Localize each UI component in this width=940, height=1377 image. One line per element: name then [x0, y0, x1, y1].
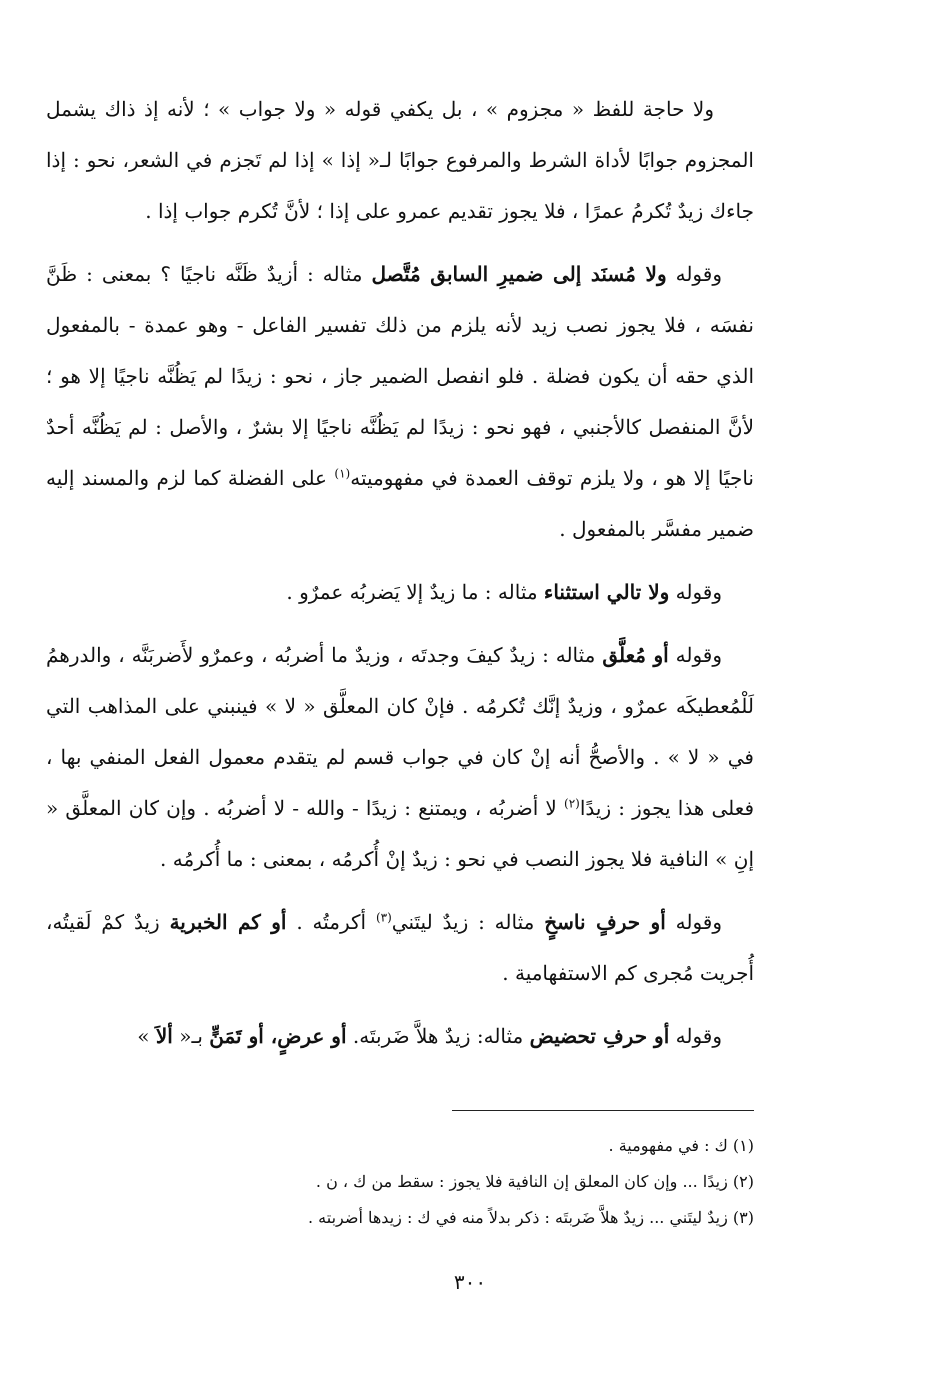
keyword-text: أو عرضٍ، أو تَمَنٍّ — [209, 1024, 347, 1048]
text-run: مثاله : زيدٌ ليتَني — [391, 910, 545, 934]
text-run: مثاله : ما زيدٌ إلا يَضربُه عمرٌو . — [286, 580, 544, 604]
keyword-text: أو حرفِ تحضيض — [529, 1024, 670, 1048]
text-run: مثاله : أزيدٌ ظَنَّه ناجيًا ؟ بمعنى : ظَنَّ نفسَه ، فلا يجوز نصب زيد لأنه يلزم من ذلك تفسير الفاعل - وهو عمدة - بالمفعول الذي حقه أن يكون فضلة . فلو انفصل الضمير جاز ، نحو : زيدًا لم يَظُنَّه ناجيًا إلا هو ؛ لأنَّ المنفصل كالأجنبي ، فهو نحو : زيدًا لم يَظُنَّه ناجيًا إلا بشرٌ ، والأصل : لم يَظُنَّه أحدٌ ناجيًا إلا هو ، ولا يلزم توقف العمدة في مفهوميته — [46, 262, 754, 490]
text-run: وقوله — [665, 910, 722, 934]
footnotes — [46, 1128, 754, 1236]
text-run: وقوله — [669, 1024, 722, 1048]
keyword-text: أو حرفٍ ناسخٍ — [544, 910, 666, 934]
paragraph-p3 — [46, 567, 754, 618]
keyword-text: ولا تالي استثناء — [543, 580, 670, 604]
footnote-marker: (٣) — [375, 910, 392, 925]
keyword-text: ألاَ — [155, 1024, 173, 1048]
paragraph-p5 — [46, 897, 754, 999]
text-run: لا أضربُه ، ويمتنع : زيدًا - والله - لا أضربُه . وإن كان المعلَّق « إنِ » النافية فلا يجوز النصب في نحو : زيدٌ إنْ أُكرمُه ، بمعنى : ما أُكرمُه . — [46, 796, 754, 871]
text-run: ولا حاجة للفظ « مجزوم » ، بل يكفي قوله « ولا جواب » ؛ لأنه إذ ذاك يشمل المجزوم جوابًا لأداة الشرط والمرفوع جوابًا لـ« إذا » إذا لم تَجزم في الشعر، نحو : إذا جاءك زيدٌ تُكرمُ عمرًا ، فلا يجوز تقديم عمرو على إذا ؛ لأنَّ تُكرم جواب إذا . — [46, 97, 754, 223]
keyword-text: أو مُعلَّق — [602, 643, 669, 667]
text-run: على الفضلة كما لزم والمسند إليه ضمير مفسَّر بالمفعول . — [46, 466, 754, 541]
text-run: وقوله — [669, 580, 722, 604]
footnote-marker: (٢) — [564, 796, 580, 811]
footnote-3: (٣) زيدٌ ليتَني ... زيدٌ هلاَّ ضَربتَه : ذكر بدلاً منه في ك : زيدها أضربته . — [308, 1208, 754, 1227]
keyword-text: ولا مُسنَد إلى ضميرِ السابق مُتَّصل — [371, 262, 667, 286]
paragraph-p6 — [46, 1011, 754, 1062]
footnote-2: (٢) زيدًا ... وإن كان المعلق إن النافية فلا يجوز : سقط من ك ، ن . — [315, 1172, 754, 1191]
paragraph-p1 — [46, 84, 754, 237]
text-run: مثاله : زيدٌ كيفَ وجدتَه ، وزيدٌ ما أضربُه ، وعمرٌو لأَضربَنَّه ، والدرهمُ لَلْمُعطيكَه عمرٌو ، وزيدٌ إنَّك تُكرمُه . فإنْ كان المعلَّق « لا » فينبني على المذاهب التي في « لا » . والأصحُّ أنه إنْ كان في جواب قسم لم يتقدم معمول الفعل المنفي بها ، فعلى هذا يجوز : زيدًا — [46, 643, 754, 820]
keyword-text: أو كم الخبرية — [169, 910, 287, 934]
text-run: وقوله — [666, 262, 722, 286]
text-run: وقوله — [668, 643, 722, 667]
paragraph-p2 — [46, 249, 754, 555]
main-text — [46, 84, 754, 1074]
text-run: بـ« — [172, 1024, 210, 1048]
footnote-1: (١) ك : في مفهومية . — [608, 1136, 754, 1155]
footnote-marker: (١) — [334, 466, 351, 481]
text-run: » — [137, 1024, 156, 1048]
page-number: ٣٠٠ — [453, 1270, 487, 1294]
text-run: زيدٌ كمْ لَقيتُه، أُجريت مُجرى كم الاستفهامية . — [46, 910, 754, 985]
text-run: أكرمتُه . — [286, 910, 376, 934]
paragraph-p4 — [46, 630, 754, 885]
text-run: مثاله: زيدٌ هلاَّ ضَربتَه. — [346, 1024, 530, 1048]
footnote-separator — [452, 1110, 754, 1111]
